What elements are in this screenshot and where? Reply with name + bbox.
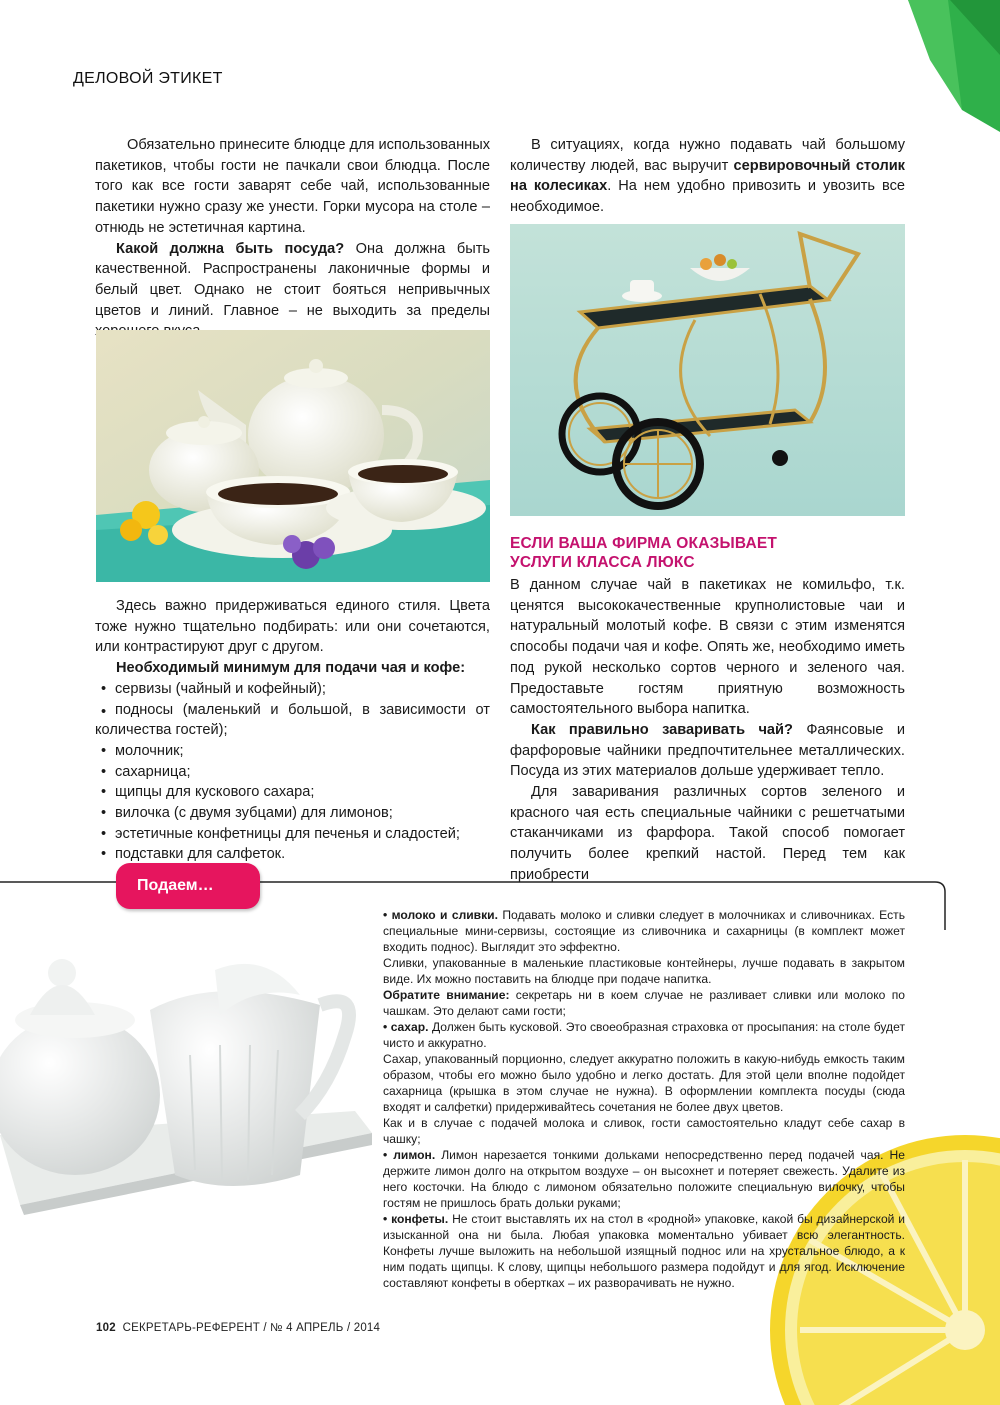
paragraph: Какой должна быть посуда? Она должна быть качественной. Распространены лаконичные формы и белый цвет. Однако не стоит бояться непривычных цветов и линий. Главное – не выходить за пределы [95, 240, 490, 319]
right-column-top [510, 135, 905, 218]
paragraph: В ситуациях, когда нужно подавать чай большому количеству людей, вас выручит сервировочный столик на колесиках. На нем удобно привозить и увозить все необходимое. [510, 137, 905, 216]
list-heading: Необходимый минимум для подачи чая и кофе: [116, 660, 466, 677]
list-item: • сахарница; [101, 763, 191, 780]
left-column-top [95, 135, 490, 342]
creamer-sugar-set-photo [0, 935, 378, 1217]
page-number: 102 [96, 1322, 116, 1334]
requirements-list [95, 679, 490, 865]
box-item-milk: • молоко и сливки. Подавать молоко и сливки следует в молочниках и сливочниках. Есть специальные мини-сервизы, состоящие из сливочника и сахарницы (в комплект может входить поднос). Выглядит это эффектно. [383, 908, 905, 954]
magazine-issue: СЕКРЕТАРЬ-РЕФЕРЕНТ / № 4 АПРЕЛЬ / 2014 [122, 1322, 381, 1334]
box-paragraph: Сливки, упакованные в маленькие пластиковые контейнеры, лучше подавать в закрытом виде. Их можно поставить на блюдце при подаче напитка. [383, 956, 905, 986]
paragraph: Обязательно принесите блюдце для использованных пакетиков, чтобы гости не пачкали свои блюдца. После того как все гости заварят себе чай, использованные пакетики нужно сразу же унести. Горки мусора на столе – отнюдь не эстетичная картина. [95, 137, 490, 236]
left-column-bottom [95, 596, 490, 865]
list-item: • эстетичные конфетницы для печенья и сладостей; [101, 825, 460, 842]
paragraph: Здесь важно придерживаться единого стиля. Цвета тоже нужно тщательно подбирать: или они сочетаются, или контрастируют друг с другом. [95, 598, 490, 656]
box-attention: Обратите внимание: секретарь ни в коем случае не разливает сливки или молоко по чашкам. Это делают сами гости; [383, 988, 905, 1018]
box-item-candy: • конфеты. Не стоит выставлять их на стол в «родной» упаковке, какой бы дизайнерской и изысканной она ни была. Любая упаковка моментально убивает всю элегантность. Конфеты лучше выложить на небольшой изящный поднос или на хрустальное блюдо, а к ним подать щипцы. К слову, щипцы небольшого размера подойдут и для ягод. Исключение составляют конфеты в обертках – их разворачивать не нужно. [383, 1212, 905, 1290]
box-paragraph: Сахар, упакованный порционно, следует аккуратно положить в какую-нибудь емкость таким образом, чтобы его можно было удобно и легко достать. Для этой цели вполне подойдет сахарница (крышка в этом случае не нужна). В оформлении комплекта посуды (сюда входят и салфетки) придерживайтесь сочетания не более двух цветов. [383, 1052, 905, 1114]
list-item: • молочник; [101, 742, 184, 759]
box-text [383, 907, 905, 1291]
box-tab [116, 863, 260, 909]
section-title: ДЕЛОВОЙ ЭТИКЕТ [73, 70, 223, 87]
page-footer [96, 1322, 380, 1334]
list-item: • сервизы (чайный и кофейный); [101, 680, 326, 697]
paragraph: Как правильно заваривать чай? Фаянсовые и фарфоровые чайники предпочтительнее металлических. Посуда из этих материалов дольше удерживает тепло. [510, 721, 905, 780]
section-heading-lux: ЕСЛИ ВАША ФИРМА ОКАЗЫВАЕТ УСЛУГИ КЛАССА ЛЮКС [510, 535, 778, 571]
list-item: • вилочка (с двумя зубцами) для лимонов; [101, 805, 393, 822]
box-tab-label: Подаем… [137, 877, 214, 894]
paragraph: В данном случае чай в пакетиках не комильфо, т.к. ценятся высококачественные крупнолистовые чаи и натуральный молотый кофе. В связи с этим изменятся способы подачи чая и кофе. Опять же, необходимо иметь под рукой несколько сортов черного и зеленого чая. Предоставьте гостям приятную возможность самостоятельного выбора напитка. [510, 577, 905, 718]
paragraph: Для заваривания различных сортов зеленого и красного чая есть специальные чайники с решетчатыми стаканчиками из фарфора. Такой способ помогает получить более крепкий настой. Перед тем как приобрести [510, 784, 905, 883]
box-paragraph: Как и в случае с подачей молока и сливок, гости самостоятельно кладут себе сахар в чашку; [383, 1116, 905, 1146]
right-column-bottom [510, 575, 905, 886]
serving-trolley-photo [510, 224, 905, 516]
list-item: • подносы (маленький и большой, в зависимости от количества гостей); [95, 701, 490, 739]
box-item-sugar: • сахар. Должен быть кусковой. Это своеобразная страховка от просыпания: на столе будет чисто и аккуратно. [383, 1020, 905, 1050]
box-item-lemon: • лимон. Лимон нарезается тонкими дольками непосредственно перед подачей чая. Не держите лимон долго на открытом воздухе – он высохнет и потеряет свежесть. Удалите из него косточки. На блюдо с лимоном обязательно положите специальную вилочку, чтобы гостям не пришлось брать дольки руками; [383, 1148, 905, 1210]
list-item: • подставки для салфеток. [101, 846, 286, 863]
tea-set-photo [96, 330, 490, 582]
green-napkin-image [890, 0, 1000, 135]
list-item: • щипцы для кускового сахара; [101, 784, 315, 801]
